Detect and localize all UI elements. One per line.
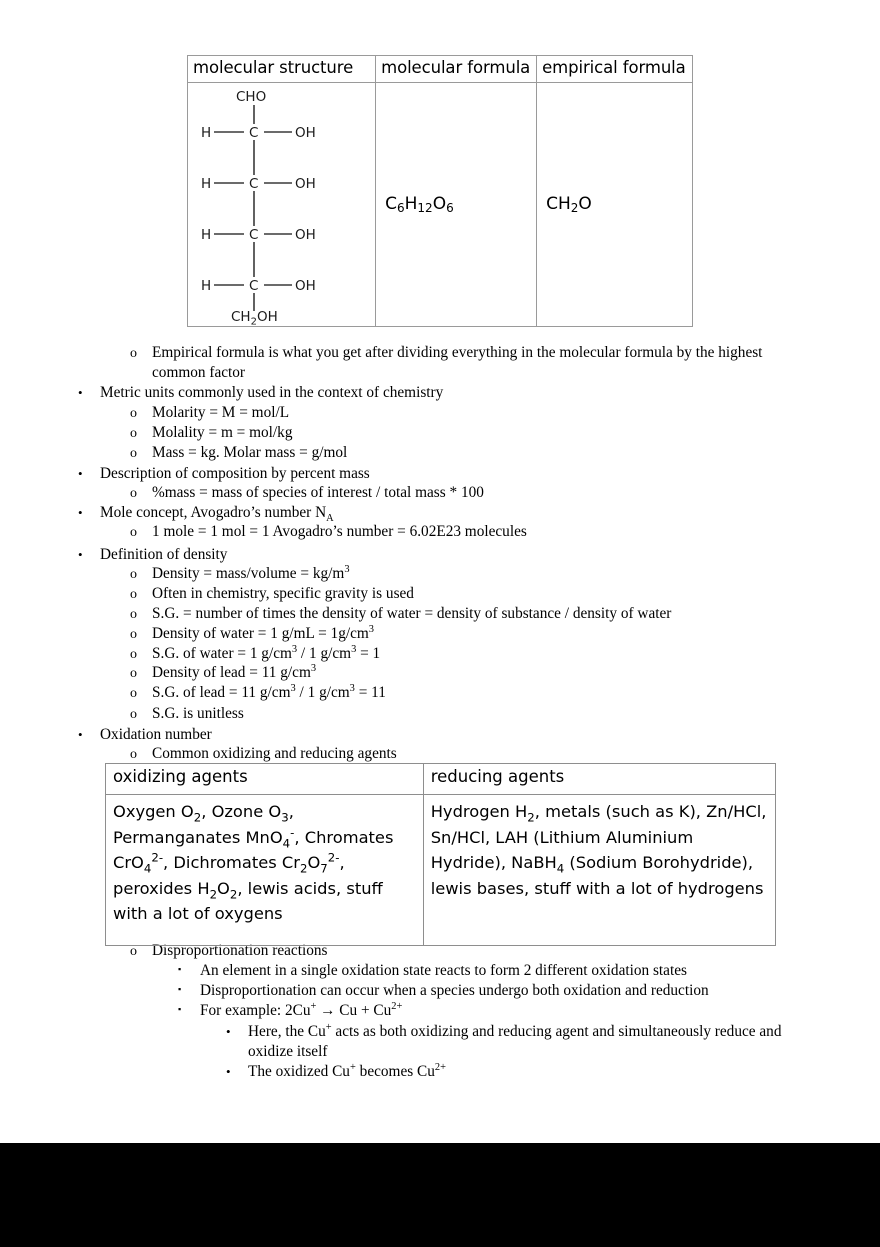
list-item [130,423,806,443]
list-item [130,443,806,463]
list-item-text: S.G. of lead = 11 $g/cm^3 / 1$ $g/cm^3 = 11$ [152,682,386,701]
list-marker-o [130,644,148,665]
list-item-text: 1 mole = 1 mol = 1 Avogadro’s number = 6.02E23 molecules [152,523,527,540]
list-marker-o [130,683,148,704]
molecular-formula-table [187,55,693,327]
list-item-text: Empirical formula is what you get after dividing everything in the molecular formula by the highest common factor [152,344,763,381]
label-hydrogen-1: H [201,124,212,141]
list-item [78,545,808,565]
fischer-projection-svg [188,83,367,326]
list-marker-o [130,443,148,464]
list-item-text: Mass = kg. Molar mass = g/mol [152,444,348,461]
list-item-text: Disproportionation can occur when a species undergo both oxidation and reduction [200,982,709,999]
label-carbon-3: C [249,226,259,243]
list-marker-o [130,624,148,645]
list-marker-o [130,403,148,424]
cell-molecular-formula [376,82,537,326]
column-header-molecular-structure: molecular structure [188,56,376,83]
empirical-formula-text: $CH_2O$ [546,193,592,215]
list-marker-o [130,483,148,504]
list-marker-o [130,584,148,605]
list-item-text: Density of water = 1 $g/mL = 1g/cm^3$ [152,623,374,642]
list-item [78,464,808,484]
molecular-formula-text: $C_6H_{12}O_6$ [385,193,454,215]
list-item [130,564,806,584]
cell-molecular-structure [188,82,376,326]
list-item-text: Oxidation number [100,726,212,743]
list-marker-o [130,663,148,684]
column-header-reducing-agents: reducing agents [423,764,775,795]
list-item [178,981,808,1001]
list-item-text: Metric units commonly used in the context of chemistry [100,384,444,401]
list-item [130,403,806,423]
list-item-text: An element in a single oxidation state reacts to form 2 different oxidation states [200,962,687,979]
list-item [130,624,806,644]
list-marker-o [130,564,148,585]
list-item [130,683,806,703]
list-marker-square [178,981,196,1003]
list-item-text: Here, the Cu+ acts as both oxidizing and reducing agent and simultaneously reduce and oxidize itself [248,1021,782,1060]
list-item [130,522,806,542]
list-item [226,1062,806,1082]
list-item [130,483,806,503]
cell-empirical-formula [537,82,693,326]
list-marker-o [130,604,148,625]
list-item-text: Common oxidizing and reducing agents [152,745,397,762]
list-item [78,503,808,523]
list-item [130,704,806,724]
list-item-text: Disproportionation reactions [152,942,328,959]
column-header-empirical-formula: empirical formula [537,56,693,83]
list-item-text: S.G. of water = 1 $g/cm^3 / 1$ $g/cm^3 = 1$ [152,643,381,662]
list-item-text: %mass = mass of species of interest / total mass * 100 [152,484,484,501]
column-header-oxidizing-agents: oxidizing agents [106,764,424,795]
list-item [130,343,806,382]
list-marker-bullet [78,464,96,484]
label-carbon-2: C [249,175,259,192]
list-item-text: Description of composition by percent mass [100,465,370,482]
label-hydrogen-4: H [201,277,212,294]
list-item [78,725,808,745]
list-marker-bullet [78,725,96,745]
table-row [188,82,693,326]
table-row [106,795,776,946]
list-item [226,1022,806,1061]
column-header-molecular-formula: molecular formula [376,56,537,83]
list-item-text: Molarity = M = mol/L [152,404,290,421]
list-item-text: The oxidized Cu+ becomes $Cu^{2+}$ [248,1061,446,1080]
list-item [130,663,806,683]
list-item [130,584,806,604]
label-carbon-4: C [249,277,259,294]
list-item [130,604,806,624]
list-marker-o [130,522,148,543]
list-marker-bullet [226,1062,244,1082]
list-marker-o [130,704,148,725]
list-item [178,1001,808,1021]
list-marker-square [178,961,196,983]
page-bottom-black-bar [0,1143,880,1247]
list-marker-bullet [226,1022,244,1042]
table-header-row [188,56,693,83]
list-item [178,961,808,981]
agents-table [105,763,776,946]
list-marker-square [178,1001,196,1023]
label-hydroxyl-3: OH [295,226,316,243]
list-marker-o [130,744,148,765]
list-marker-bullet [78,503,96,523]
list-item-text: Mole concept, Avogadro’s number $N_A$ [100,504,334,525]
list-item-text: For example: $2Cu^+ \to Cu + Cu^{2+}$ [200,1000,403,1019]
list-marker-o [130,343,148,364]
label-hydrogen-2: H [201,175,212,192]
list-item-text: Often in chemistry, specific gravity is used [152,585,414,602]
list-item-text: S.G. is unitless [152,705,244,722]
list-marker-bullet [78,383,96,403]
list-item-text: Definition of density [100,546,228,563]
label-cho: CHO [236,88,267,105]
cell-oxidizing-agents: Oxygen $O_2$, Ozone $O_3$, Permanganates MnO$_4$-, Chromates CrO$_4^{2-}$, Dichromates $Cr_2O_7^{2-}$, peroxides $H_2O_2$, lewis acids, stuff with a lot of oxygens [106,795,424,946]
label-hydrogen-3: H [201,226,212,243]
cell-reducing-agents: Hydrogen $H_2$, metals (such as K), Zn/HCl, Sn/HCl, LAH (Lithium Aluminium Hydride), NaBH$_4$ (Sodium Borohydride), lewis bases, stuff with a lot of hydrogens [423,795,775,946]
label-carbon-1: C [249,124,259,141]
list-marker-bullet [78,545,96,565]
list-item-text: Density of lead = 11 $g/cm^3$ [152,662,317,681]
label-hydroxyl-2: OH [295,175,316,192]
list-item [130,644,806,664]
list-item-text: Molality = m = mol/kg [152,424,293,441]
list-item [78,383,808,403]
table-header-row [106,764,776,795]
label-hydroxyl-1: OH [295,124,316,141]
label-ch2oh: $CH_2OH$ [231,308,278,326]
list-item [130,744,806,764]
label-hydroxyl-4: OH [295,277,316,294]
list-item-text: S.G. = number of times the density of water = density of substance / density of water [152,605,672,622]
list-marker-o [130,423,148,444]
glucose-structure-diagram [188,83,367,326]
list-item-text: Density = mass/volume = $kg/m^3$ [152,563,350,582]
